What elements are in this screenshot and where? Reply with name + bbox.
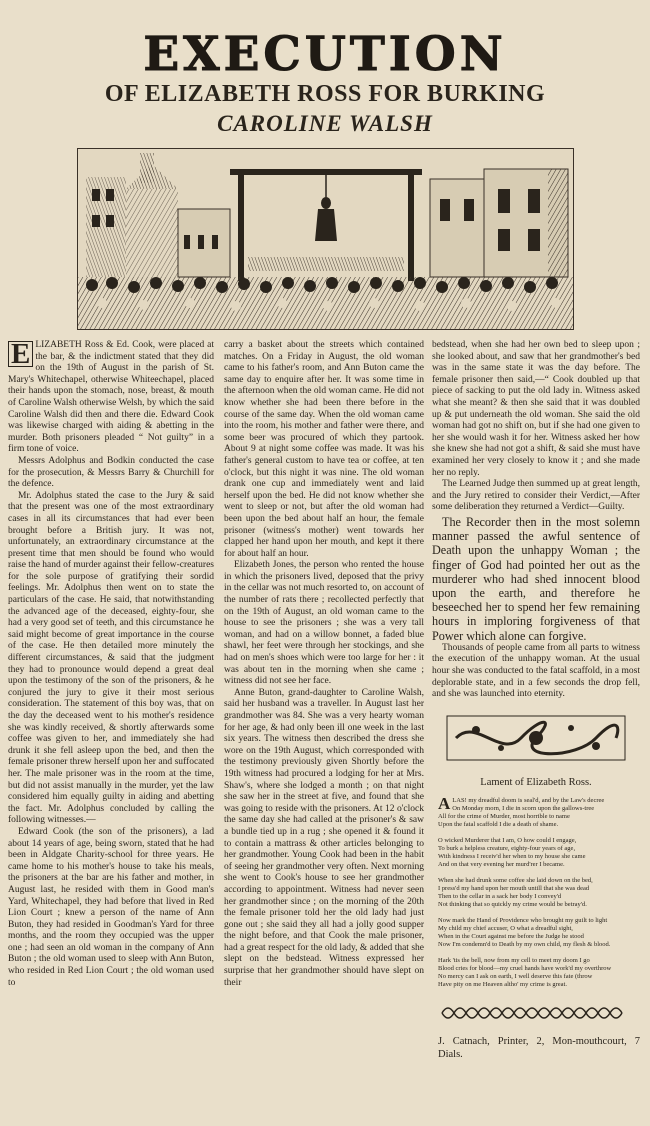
sentence-paragraph: The Recorder then in the most solemn manner passed the awful sentence of Death upon the unhappy Woman ; the finger of God had pointed her out as the murderer who had shed innocent blood upon the earth, and therefore he beseeched her to spend her few remaining hours in imploring forgiveness of that Power which alone can forgive. <box>432 514 640 643</box>
poem-line: Blood cries for blood—my cruel hands have work'd my overthrow <box>438 964 612 972</box>
poem-line: I press'd my hand upon her mouth untill that she was dead <box>438 884 590 892</box>
poem-line: To burk a helpless creature, eighty-four years of age, <box>438 844 576 852</box>
column-two <box>224 340 424 1120</box>
column-three-paragraph: bedstead, when she had her own bed to sleep upon ; she looked about, and saw that her grandmother's bed was in the same state it was the day before. The female prisoner then said,—“ Cook doubled up that piece of sacking to put the old lady in. Witness asked what she meant? & then she said that it was doubled up & put underneath the old woman. She said the old woman had got no shift on, but if she had one given to her she would wash it for her. Witness asked her how she knew she had not got a shift, & said she must have examined her very closely to know it ; and she made her no reply. <box>432 340 640 478</box>
poem-stanza <box>438 793 640 829</box>
lament-poem <box>438 793 640 989</box>
poem-line: LAS! my dreadful doom is seal'd, and by the Law's decree <box>452 796 605 804</box>
poem-stanza <box>438 837 640 869</box>
ornamental-border-strip <box>440 1003 626 1023</box>
printer-imprint: J. Catnach, Printer, 2, Mon-mouthcourt, 7 Dials. <box>438 1036 640 1061</box>
column-one-paragraph: Mr. Adolphus stated the case to the Jury & said that the present was one of the most extraordinary cases in all its circumstances that had ever been brought before a British jury. It was not, unfortunately, an extraordinary circumstance at the present time that men should be found who would raise the hand of murder against their fellow-creatures for the sole purpose of gratifying their sordid feelings. Mr. Adolphus then went on to state the particulars of the case. He said, that notwithstanding the advanced age of the deceased, eighty-four, she had a very good set of teeth, and this circumstance he said might become of great importance in the course of the case. He then detailed more minutely the different circumstances, & said that the judgment they had to pronounce would depend a great deal upon the testimony of the son of the prisoners, & he conjured the jury to give it their most serious consideration. The statement of this boy was, that on the day the deceased went to his mother's residence she was kindly received, & shortly afterwards some coffee was given to her, and immediately she had drunk it she fell asleep upon the bed, and then the female prisoner threw herself upon her and suffocated her. The male prisoner was in the room at the time, but did not assist manually in the murder, yet the law considered him equally guilty in aiding and abetting the fact. Mr. Adolphus concluded by calling the following witnesses.— <box>8 490 214 826</box>
column-three-paragraph: The Learned Judge then summed up at great length, and the Jury retired to consider their Verdict,—After some deliberation they returned a Verdict—Guilty. <box>432 479 640 513</box>
column-three <box>432 340 640 1122</box>
poem-line: Have pity on me Heaven altho' my crime is great. <box>438 980 567 988</box>
column-two-paragraph: Elizabeth Jones, the person who rented the house in which the prisoners lived, deposed that the privy in the cellar was not much resorted to, on account of the number of rats there ; recollected perfectly that on the 19th of August, an old woman came to the house to see the prisoners ; she was a very tall woman, and had on a willow bonnet, a faded blue shawl, her feet were through her stockings, and she had on men's shoes which were too large for her : it was about ten in the morning when she came ; witness did not see her face. <box>224 560 424 687</box>
headline-victim-name: CAROLINE WALSH <box>217 111 433 136</box>
poem-line: Then to the cellar in a sack her body I convey'd <box>438 892 562 900</box>
poem-line: Now I'm condemn'd to Death by my own child, my flesh & blood. <box>438 940 611 948</box>
drop-cap: E <box>8 341 33 367</box>
poem-drop-cap: A <box>438 793 451 813</box>
poem-line: Hark 'tis the bell, now from my cell to meet my doom I go <box>438 956 590 964</box>
column-one-paragraph <box>8 340 214 456</box>
column-two-paragraph: Anne Buton, grand-daughter to Caroline Walsh, said her husband was a traveller. In August last her grandmother was 84. She was a very hearty woman for her age, & had only been ill one week in the last six years. The witness then described the dress she wore on the 19th August, which corresponded with the testimony previously given Shortly before the 19th witness had procured a lodging for her at Mrs. Shaw's, where she lodged a month ; on that night she saw her in the street at five, and found that she was going to reside with the prisoners. At 12 o'clock the same day she had called at the prisoner's & saw a bundle tied up in a rug ; she opened it & found it to contain a mattrass & other articles belonging to her grandmother. Young Cook had been in the habit of seeing her grandmother very often. Next morning she went to Cook's house to see her grandmother according to appointment. Witness had never seen her grandmother since ; on the morning of the 20th the female prisoner told her the old lady had just gone out ; she said they all had a jolly good supper the night before, and that Cook the male prisoner, had a great respect for the old lady, & added that she slept on the bedstead. Witness expressed her surprise that her grandmother should have slept on their <box>224 687 424 988</box>
poem-line: When she had drunk some coffee she laid down on the bed, <box>438 876 593 884</box>
poem-line: No mercy can I ask on earth, I well deserve this fate (throw <box>438 972 593 980</box>
column-one-paragraph: Messrs Adolphus and Bodkin conducted the case for the prosecution, & Messrs Barry & Churchill for the defence. <box>8 455 214 490</box>
poem-line: My child my chief accuser, O what a dreadful sight, <box>438 924 573 932</box>
right-buildings <box>430 169 568 277</box>
opening-paragraph: LIZABETH Ross & Ed. Cook, were placed at the bar, & the indictment stated that they did on the 19th of August in the parish of St. Mary's Whitechapel, otherwise Whiteechapel, placed their hands upon the stomach, nose, breast, & mouth of Caroline Walsh otherwise Welsh, by which the said Caroline Walsh did then and there die. Edward Cook was likewise charged with aiding & abetting in the murder. Both prisoners pleaded “ Not guilty” in a firm tone of voice. <box>8 340 214 455</box>
poem-line: Not thinking that so quickly my crime would be betray'd. <box>438 900 587 908</box>
poem-stanza <box>438 917 640 949</box>
woodcut-scene <box>78 149 573 329</box>
poem-line: With kindness I receiv'd her when to my house she came <box>438 852 586 860</box>
poem-stanza <box>438 877 640 909</box>
headline-title: EXECUTION <box>143 27 507 82</box>
column-two-paragraph: carry a basket about the streets which contained matches. On a Friday in August, the old woman came to his father's room, and Ann Buton came the same day to enquire after her. It was some time in the afternoon when the old woman came. He did not know whether she had been there before in the course of the same day. When the old woman came into the room, his mother and father were there, and some beer was procured of which they partook. About 9 at night some coffee was made. It was his father's general custom to have tea or coffee, at ten o'clock, but this night it was nine. The old woman drank one cup and immediately went and laid herself upon the bed. He did not know whether she went to sleep or not, but after the old woman had been upon the bed about half an hour, the female prisoner (witness's mother) went towards her clapped her hand upon her mouth, and kept it there for about half an hour. <box>224 340 424 559</box>
lament-title: Lament of Elizabeth Ross. <box>480 777 592 789</box>
poem-stanza <box>438 957 640 989</box>
article-columns <box>8 340 646 1122</box>
poem-line: And on that very evening her murd'rer I became. <box>438 860 565 868</box>
poem-line: Now mark the Hand of Providence who brought my guilt to light <box>438 916 608 924</box>
column-one <box>8 340 214 1120</box>
poem-line: Upon the fatal scaffold I die a death of shame. <box>438 820 559 828</box>
execution-woodcut-illustration <box>77 148 574 330</box>
poem-line: All for the crime of Murder, most horrible to name <box>438 812 570 820</box>
poem-line: When in the Court against me before the Judge he stood <box>438 932 584 940</box>
ornamental-scroll-divider <box>446 715 626 761</box>
column-one-paragraph: Edward Cook (the son of the prisoners), a lad about 14 years of age, being sworn, stated that he had been in Aldgate Charity-school for three years. He came home to his mother's house to take his meals, the prisoners at the bar are his father and mother, in August last, he resided with them in Good man's Yard, Whitechapel, they had before that lived in Red Lion Court ; knew a person of the name of Ann Buton, they had resided in Goodman's Yard for three months, and the room they occupied was the upper one ; had seen an old woman in the company of Ann Buton ; the old woman used to sleep with Ann Buton, who resided in Red Lion Court ; the old woman used to <box>8 826 214 988</box>
poem-line: On Monday morn, I die in scorn upon the gallows-tree <box>452 804 595 812</box>
poem-line: O wicked Murderer that I am, O how could I engage, <box>438 836 577 844</box>
execution-paragraph: Thousands of people came from all parts to witness the execution of the unhappy woman. At the usual hour she was conducted to the fatal scaffold, in a most deplorable state, and in a few seconds the drop fell, and she was launched into eternity. <box>432 642 640 700</box>
headline-subtitle: OF ELIZABETH ROSS FOR BURKING <box>104 81 546 107</box>
crowd <box>78 277 573 329</box>
